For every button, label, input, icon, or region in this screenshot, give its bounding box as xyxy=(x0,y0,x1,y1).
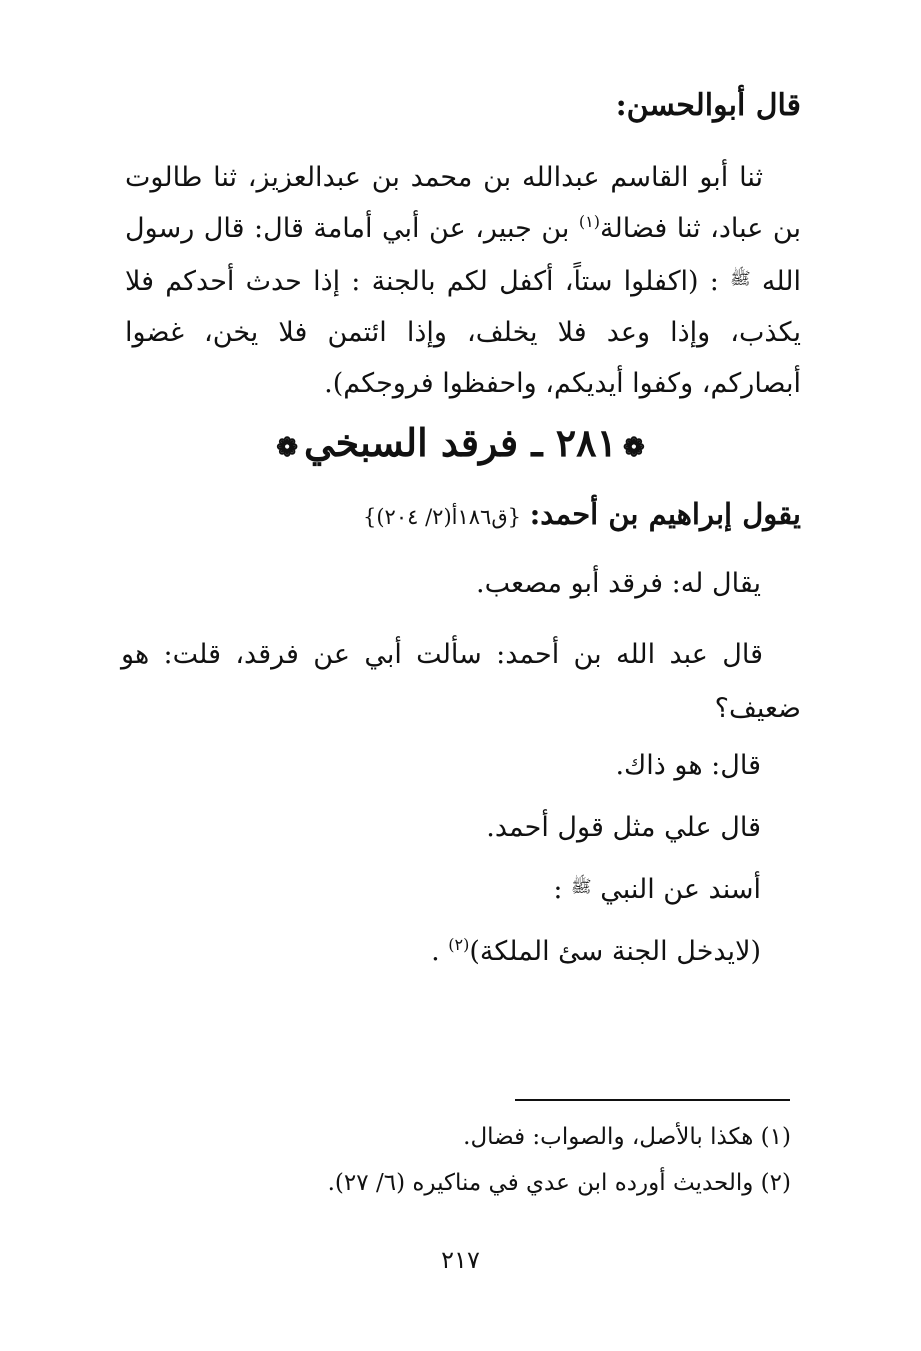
entry-title xyxy=(0,420,921,465)
footnote-1: (١) هكذا بالأصل، والصواب: فضال. xyxy=(463,1124,791,1150)
hadith-text-start: ثنا أبو القاسم عبدالله بن محمد بن عبدالعزيز، ثنا طالوت بن عباد، ثنا فضالة xyxy=(125,162,801,244)
page-number: ٢١٧ xyxy=(441,1246,480,1274)
narrator-label: يقول إبراهيم بن أحمد: xyxy=(529,497,801,531)
entry-title-text: ٢٨١ ـ فرقد السبخي xyxy=(303,420,617,465)
question-paragraph xyxy=(121,628,801,736)
hadith-text-end: : (اكفلوا ستاً، أكفل لكم بالجنة : إذا حدث أحدكم فلا يكذب، وإذا وعد فلا يخلف، وإذا ائتمن فلا يخن، غضوا أبصاركم، وكفوا أيديكم، واحفظوا فروجكم). xyxy=(125,266,801,399)
salawat-symbol: ﷺ xyxy=(571,877,592,897)
text-line-3: قال علي مثل قول أحمد. xyxy=(486,812,761,843)
text-line-4-end: : xyxy=(553,874,563,905)
page-heading: قال أبوالحسن: xyxy=(615,88,801,123)
footnote-2: (٢) والحديث أورده ابن عدي في مناكيره (٦/ ٢٧). xyxy=(327,1170,791,1196)
text-line-4-start: أسند عن النبي xyxy=(600,874,761,905)
footnote-ref-1: (١) xyxy=(578,212,601,231)
question-text: قال عبد الله بن أحمد: سألت أبي عن فرقد، قلت: هو ضعيف؟ xyxy=(121,639,801,724)
hadith-paragraph xyxy=(125,152,801,409)
narrator-line xyxy=(363,497,801,531)
text-line-1: يقال له: فرقد أبو مصعب. xyxy=(476,568,761,599)
text-line-4 xyxy=(553,874,761,905)
manuscript-reference: {ق١٨٦أ(٢/ ٢٠٤)} xyxy=(362,505,521,529)
hadith-quote: (لايدخل الجنة سئ الملكة) xyxy=(469,936,761,967)
salawat-symbol: ﷺ xyxy=(730,269,751,289)
quote-period: . xyxy=(431,936,440,967)
hadith-text-middle: بن جبير، عن أبي أمامة قال: قال رسول الله xyxy=(125,213,801,297)
footnote-separator xyxy=(515,1099,790,1101)
footnote-ref-2: (٢) xyxy=(448,935,470,954)
text-line-2: قال: هو ذاك. xyxy=(615,750,761,781)
text-line-5 xyxy=(431,936,761,967)
ornament-left-icon: ❁ xyxy=(276,433,298,463)
ornament-right-icon: ❁ xyxy=(623,433,645,463)
